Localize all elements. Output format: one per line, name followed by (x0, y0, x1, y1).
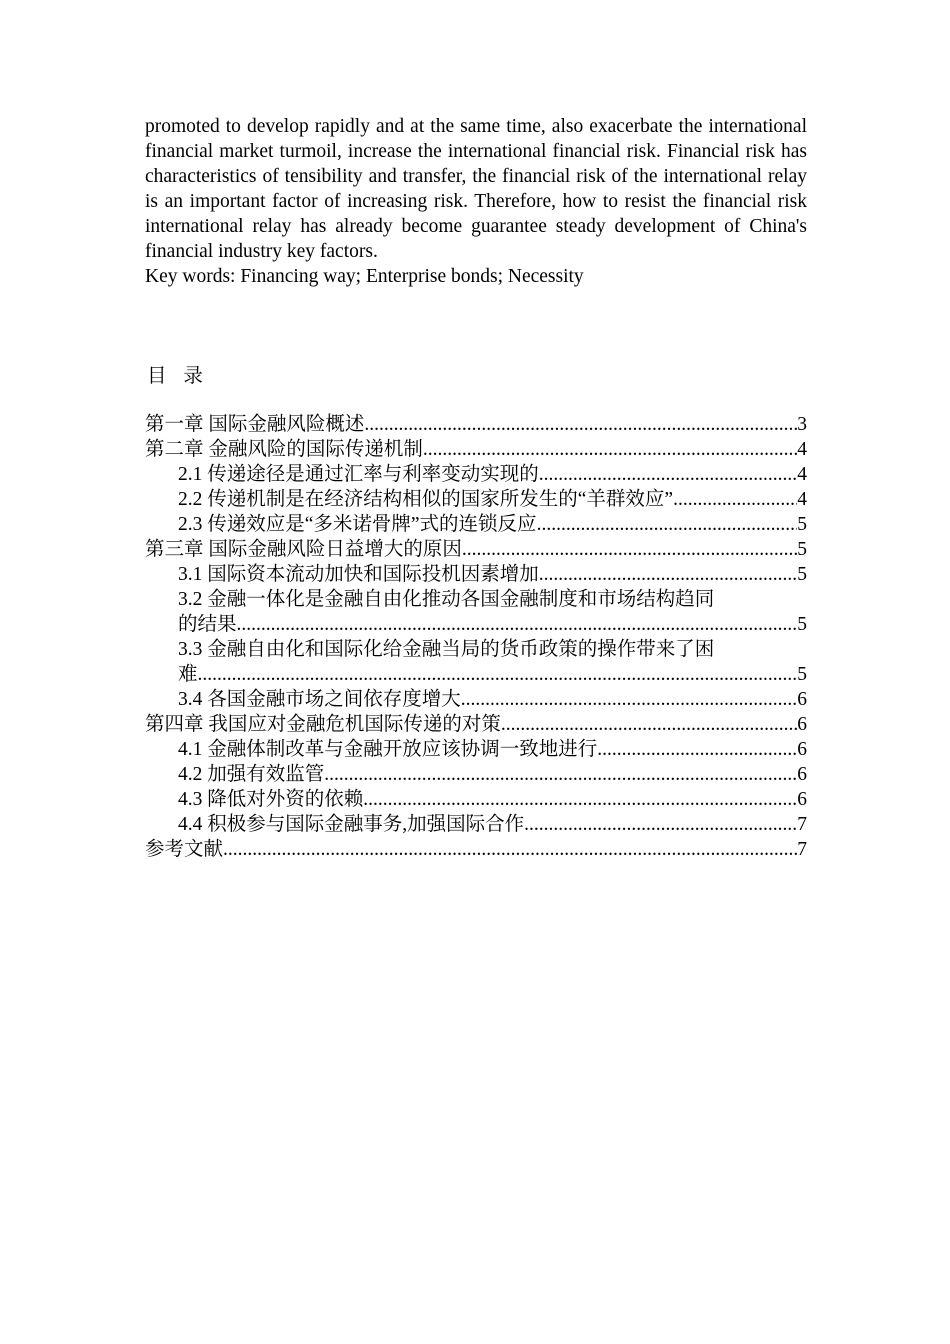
toc-subentry[interactable] (145, 462, 807, 487)
toc-leader-dots (501, 712, 797, 737)
toc-leader-dots (597, 737, 797, 762)
toc-leader-dots (539, 462, 797, 487)
toc-page-number: 7 (797, 814, 807, 835)
toc-leader-dots (423, 437, 797, 462)
toc-page-number: 4 (797, 489, 807, 510)
toc-leader-dots (364, 412, 797, 437)
toc-subentry[interactable] (145, 737, 807, 762)
toc-page-number: 5 (797, 539, 807, 560)
toc-entry-title: 第一章 国际金融风险概述 (145, 414, 365, 435)
toc-entry-continuation (178, 662, 807, 687)
toc-entry-title-cont: 难 (178, 664, 198, 685)
toc-entry-title: 2.3 传递效应是“多米诺骨牌”式的连锁反应 (178, 514, 537, 535)
toc-leader-dots (673, 487, 797, 512)
toc-entry-title: 2.1 传递途径是通过汇率与利率变动实现的 (178, 464, 539, 485)
toc-subentry[interactable] (145, 487, 807, 512)
toc-leader-dots (324, 762, 797, 787)
toc-page-number: 5 (797, 614, 807, 635)
toc-entry-title: 3.2 金融一体化是金融自由化推动各国金融制度和市场结构趋同 (178, 589, 715, 610)
toc-page-number: 7 (797, 839, 807, 860)
toc-entry[interactable] (145, 537, 807, 562)
toc-subentry[interactable] (145, 787, 807, 812)
toc-page-number: 5 (797, 664, 807, 685)
toc-entry-title: 第三章 国际金融风险日益增大的原因 (145, 539, 462, 560)
toc-entry-title: 3.1 国际资本流动加快和国际投机因素增加 (178, 564, 539, 585)
table-of-contents (145, 412, 807, 862)
toc-leader-dots (539, 562, 797, 587)
toc-page-number: 6 (797, 739, 807, 760)
toc-entry-title: 第四章 我国应对金融危机国际传递的对策 (145, 714, 501, 735)
toc-leader-dots (223, 837, 797, 862)
toc-subentry[interactable] (145, 512, 807, 537)
toc-page-number: 6 (797, 764, 807, 785)
toc-leader-dots (462, 537, 797, 562)
toc-subentry[interactable] (145, 687, 807, 712)
keywords-label: Key words: (145, 266, 236, 287)
toc-page-number: 6 (797, 789, 807, 810)
toc-entry[interactable] (145, 412, 807, 437)
toc-entry[interactable] (145, 437, 807, 462)
toc-entry-title: 4.1 金融体制改革与金融开放应该协调一致地进行 (178, 739, 598, 760)
abstract-paragraph: promoted to develop rapidly and at the same time, also exacerbate the international financial market turmoil, increase the international financial risk. Financial risk has characteristics of tensibility and transfer, the financial risk of the international relay is an important factor of increasing risk. Therefore, how to resist the financial risk international relay has already become guarantee steady development of China's financial industry key factors. (145, 116, 807, 262)
toc-leader-dots (198, 662, 798, 687)
toc-subentry[interactable] (145, 562, 807, 587)
toc-entry[interactable] (145, 712, 807, 737)
toc-entry[interactable] (145, 837, 807, 862)
toc-entry-title-cont: 的结果 (178, 614, 237, 635)
toc-entry-title: 3.3 金融自由化和国际化给金融当局的货币政策的操作带来了困 (178, 639, 715, 660)
toc-page-number: 3 (797, 414, 807, 435)
toc-leader-dots (363, 787, 797, 812)
toc-entry-title: 第二章 金融风险的国际传递机制 (145, 439, 423, 460)
toc-entry-title: 4.2 加强有效监管 (178, 764, 325, 785)
toc-page-number: 5 (797, 514, 807, 535)
toc-leader-dots (461, 687, 797, 712)
toc-page-number: 6 (797, 689, 807, 710)
toc-entry-title: 4.4 积极参与国际金融事务,加强国际合作 (178, 814, 525, 835)
toc-subentry[interactable] (145, 762, 807, 787)
toc-leader-dots (237, 612, 798, 637)
toc-entry-continuation (178, 612, 807, 637)
toc-subentry[interactable] (145, 587, 807, 637)
toc-entry-title: 4.3 降低对外资的依赖 (178, 789, 364, 810)
toc-leader-dots (537, 512, 798, 537)
toc-subentry[interactable] (145, 812, 807, 837)
toc-page-number: 4 (797, 439, 807, 460)
toc-subentry[interactable] (145, 637, 807, 687)
toc-entry-title: 2.2 传递机制是在经济结构相似的国家所发生的“羊群效应” (178, 489, 674, 510)
toc-entry-title: 参考文献 (145, 839, 224, 860)
toc-leader-dots (524, 812, 797, 837)
toc-title: 目 录 (147, 366, 209, 387)
keywords-line (145, 264, 807, 289)
toc-entry-title: 3.4 各国金融市场之间依存度增大 (178, 689, 461, 710)
toc-page-number: 4 (797, 464, 807, 485)
document-page (145, 114, 807, 862)
toc-page-number: 6 (797, 714, 807, 735)
keywords-value: Financing way; Enterprise bonds; Necessity (235, 266, 584, 287)
toc-page-number: 5 (797, 564, 807, 585)
